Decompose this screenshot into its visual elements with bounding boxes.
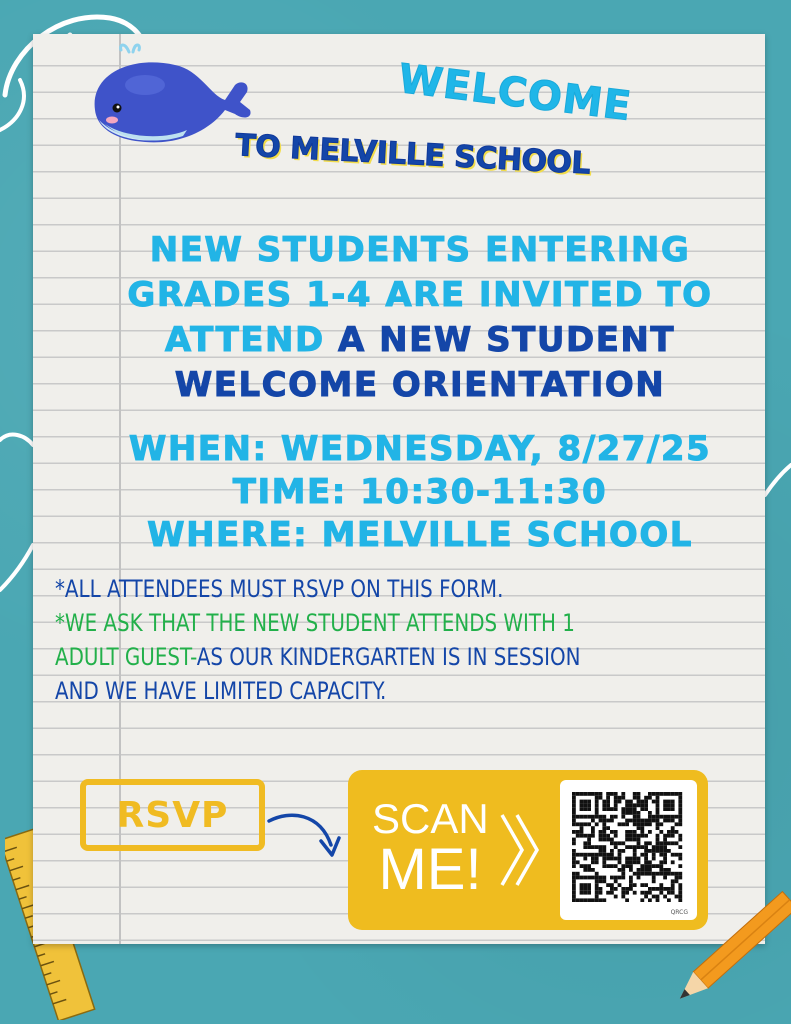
school-title: TO MELVILLE SCHOOL [234, 127, 591, 182]
guest-note-green: ADULT GUEST- [55, 643, 197, 671]
event-when: WHEN: WEDNESDAY, 8/27/25 [128, 429, 712, 469]
headline-line-1: NEW STUDENTS ENTERING [149, 230, 691, 270]
headline-new-student: A NEW STUDENT [338, 320, 676, 360]
event-where: WHERE: MELVILLE SCHOOL [147, 515, 693, 555]
rsvp-button[interactable] [80, 779, 265, 851]
guest-note-line-2 [55, 640, 671, 674]
scan-me-text [372, 795, 489, 902]
rsvp-note: *ALL ATTENDEES MUST RSVP ON THIS FORM. [55, 575, 504, 603]
guest-note-blue: AS OUR KINDERGARTEN IS IN SESSION [196, 643, 581, 671]
event-details [60, 428, 780, 557]
pencil-icon [671, 884, 791, 1024]
guest-note-line-1: *WE ASK THAT THE NEW STUDENT ATTENDS WITH 1 [55, 609, 575, 637]
headline-line-4: WELCOME ORIENTATION [174, 365, 666, 405]
qr-caption: QRCG [670, 909, 688, 916]
arrow-icon [265, 805, 355, 865]
guest-note-line-3: AND WE HAVE LIMITED CAPACITY. [55, 677, 387, 705]
qr-code[interactable] [572, 792, 685, 902]
rsvp-label: RSVP [116, 794, 229, 836]
invitation-headline [80, 228, 760, 408]
scan-label: SCAN [372, 795, 489, 842]
headline-line-2: GRADES 1-4 ARE INVITED TO [127, 275, 713, 315]
welcome-title: WELCOME [395, 55, 635, 131]
whale-icon [85, 40, 255, 155]
headline-line-3 [80, 318, 760, 363]
event-time: TIME: 10:30-11:30 [232, 472, 608, 512]
headline-attend: ATTEND [164, 320, 325, 360]
me-label: ME! [378, 837, 482, 902]
chevron-icon [497, 810, 547, 890]
notes [55, 572, 671, 708]
